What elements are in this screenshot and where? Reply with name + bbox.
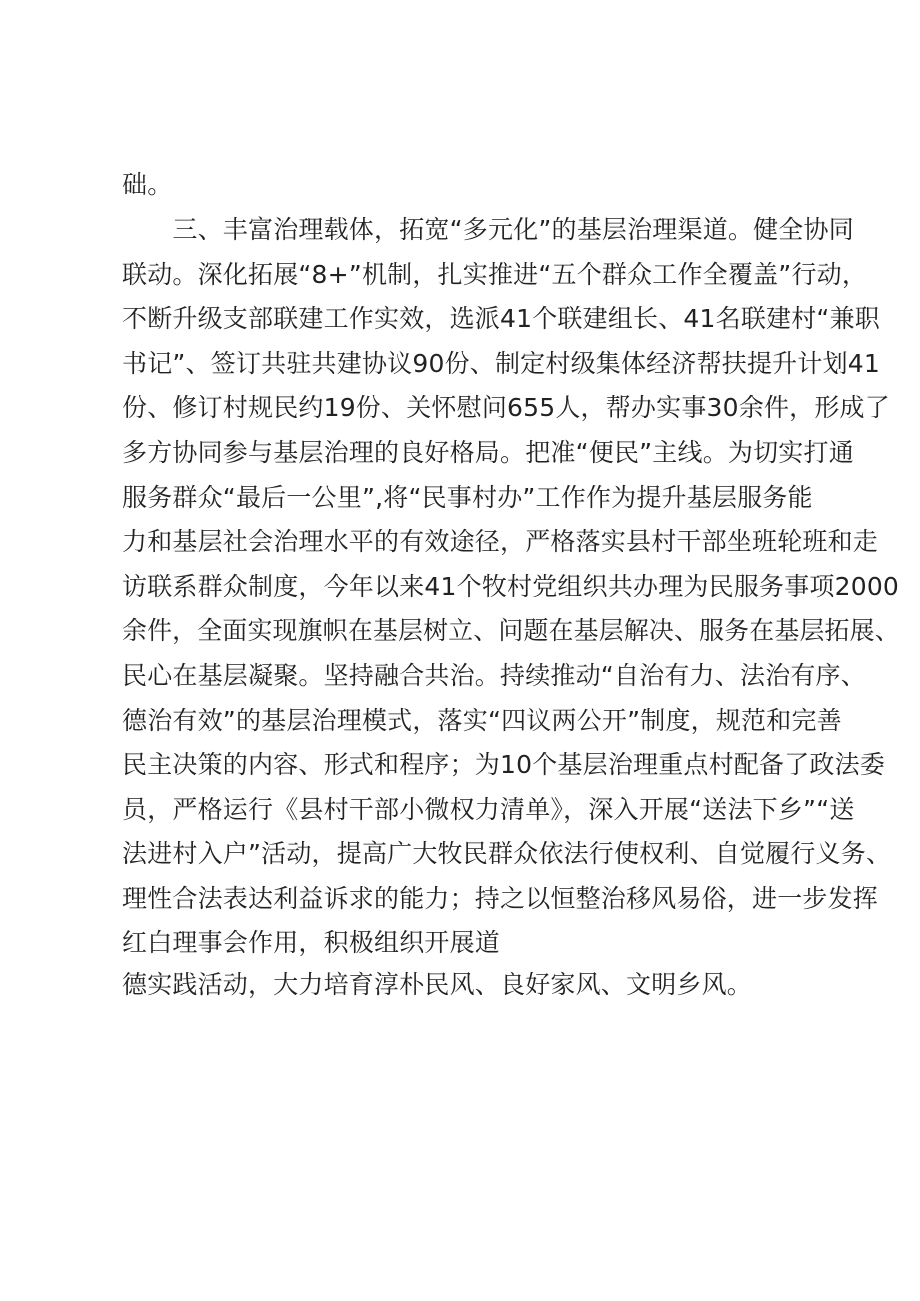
text-line: 德治有效”的基层治理模式，落实“四议两公开”制度，规范和完善 — [122, 706, 842, 735]
text-line: 访联系群众制度，今年以来41个牧村党组织共办理为民服务事项2000 — [122, 572, 900, 601]
text-line: 理性合法表达利益诉求的能力；持之以恒整治移风易俗，进一步发挥 — [122, 884, 879, 913]
text-line: 联动。深化拓展“8+”机制，扎实推进“五个群众工作全覆盖”行动， — [122, 260, 868, 289]
text-line: 员，严格运行《县村干部小微权力清单》，深入开展“送法下乡”“送 — [122, 795, 855, 824]
text-line: 民主决策的内容、形式和程序；为10个基层治理重点村配备了政法委 — [122, 750, 886, 779]
text-line: 书记”、签订共驻共建协议90份、制定村级集体经济帮扶提升计划41 — [122, 349, 880, 378]
text-line: 民心在基层凝聚。坚持融合共治。持续推动“自治有力、法治有序、 — [122, 661, 866, 690]
text-line: 不断升级支部联建工作实效，选派41个联建组长、41名联建村“兼职 — [122, 304, 880, 333]
text-line: 德实践活动，大力培育淳朴民风、良好家风、文明乡风。 — [122, 970, 753, 999]
text-line: 多方协同参与基层治理的良好格局。把准“便民”主线。为切实打通 — [122, 438, 854, 467]
text-line: 力和基层社会治理水平的有效途径，严格落实县村干部坐班轮班和走 — [122, 527, 879, 556]
text-line: 余件，全面实现旗帜在基层树立、问题在基层解决、服务在基层拓展、 — [122, 616, 900, 645]
text-line: 红白理事会作用，积极组织开展道 — [122, 928, 501, 957]
text-line: 三、丰富治理载体，拓宽“多元化”的基层治理渠道。健全协同 — [122, 215, 854, 244]
text-line: 份、修订村规民约19份、关怀慰问655人，帮办实事30余件，形成了 — [122, 393, 890, 422]
text-line: 法进村入户”活动，提高广大牧民群众依法行使权利、自觉履行义务、 — [122, 839, 892, 868]
text-line: 础。 — [122, 170, 173, 199]
text-line: 服务群众“最后一公里”,将“民事村办”工作作为提升基层服务能 — [122, 483, 813, 512]
